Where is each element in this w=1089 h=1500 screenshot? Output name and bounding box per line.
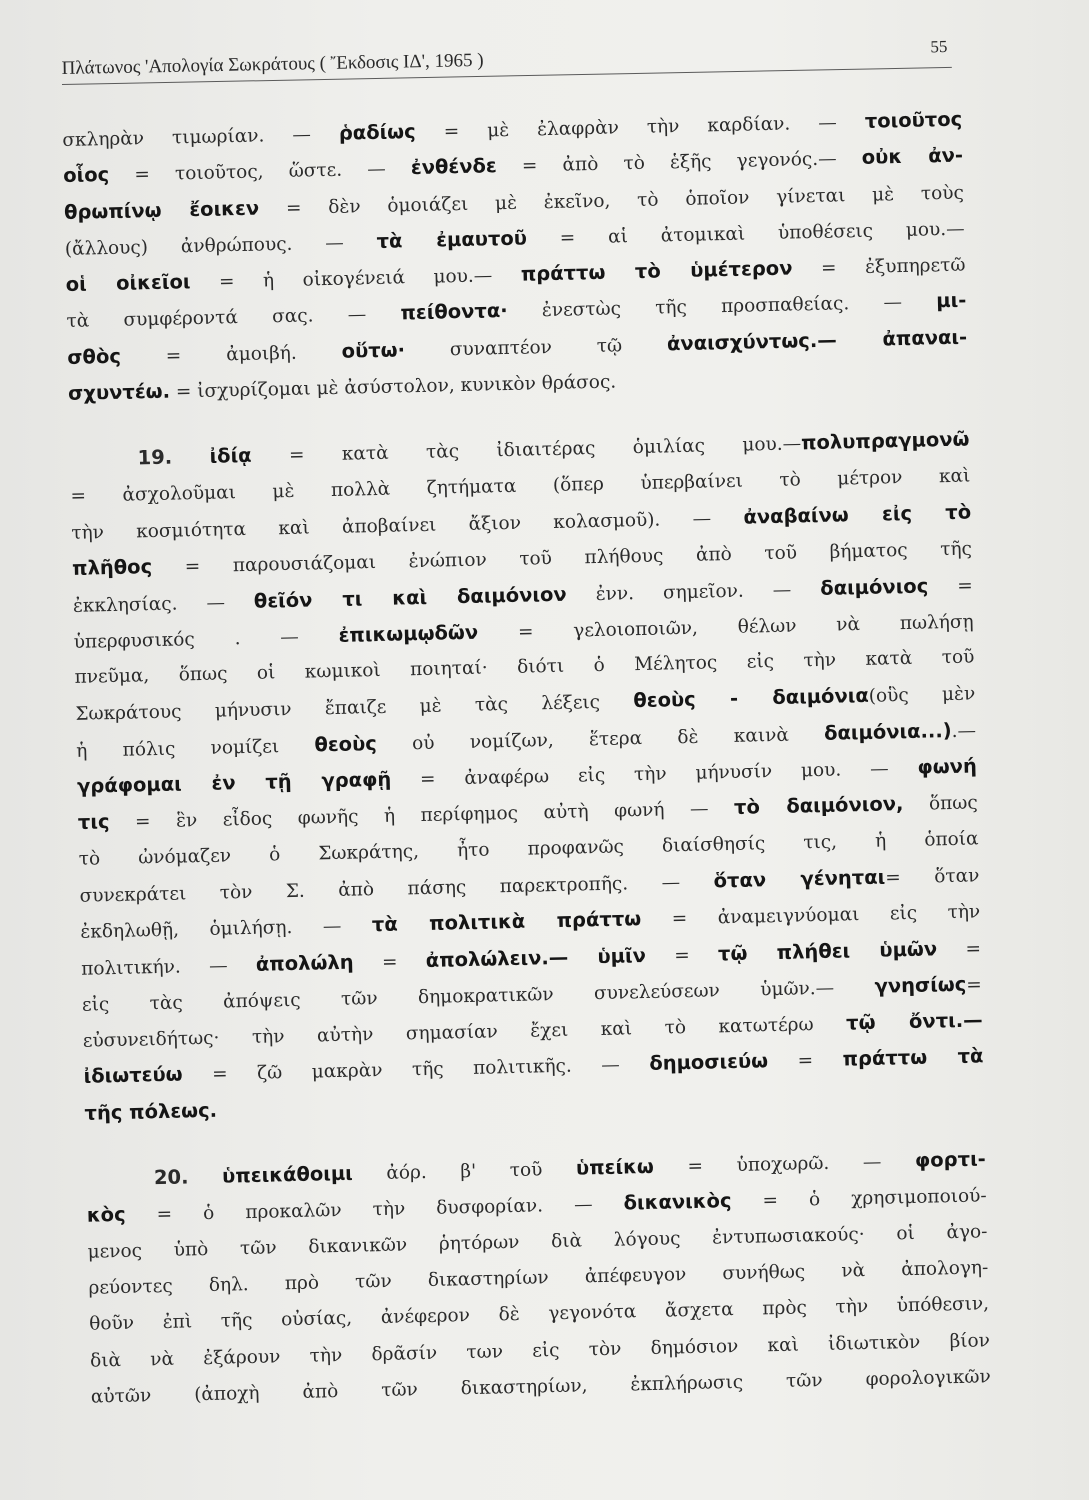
gloss-text: ἐκδηλωθῇ, ὁμιλήσῃ. —	[80, 915, 373, 944]
lemma: ἀναισχύντως.— ἀπαναι-	[666, 325, 968, 356]
lemma: θεοὺς - δαιμόνια	[633, 684, 869, 713]
gloss-text: τὸ ὠνόμαζεν ὁ Σωκράτης, ἦτο προφανῶς διαίσθησίς τις, ἡ ὁποία	[78, 828, 979, 870]
lemma: φωνή	[917, 754, 978, 779]
gloss-text: εὐσυνειδήτως· τὴν αὐτὴν σημασίαν ἔχει καὶ τὸ κατωτέρω	[82, 1013, 847, 1052]
commentary-text	[62, 101, 1006, 1416]
gloss-text: = αἱ ἀτομικαὶ ὑποθέσεις μου.—	[526, 218, 965, 250]
lemma: πολυπραγμονῶ	[800, 427, 970, 455]
gloss-text: οὐ νομίζων, ἕτερα δὲ καινὰ	[376, 723, 825, 755]
gloss-text: ἐνεστὼς τῆς προσπαθείας. —	[507, 291, 937, 323]
lemma: ἰδιωτεύω	[83, 1062, 183, 1089]
lemma: θρωπίνῳ ἔοικεν	[63, 196, 260, 224]
lemma: τὸ δαιμόνιον,	[733, 792, 904, 820]
gloss-text: = ὁ χρησιμοποιού-	[731, 1185, 987, 1213]
gloss-text: =	[966, 974, 983, 996]
gloss-text: =	[645, 943, 719, 967]
lemma: κὸς	[86, 1203, 126, 1228]
gloss-text: = γελοιοποιῶν, θέλων νὰ πωλήσῃ	[477, 611, 974, 644]
lemma: ὑπείκω	[575, 1154, 655, 1180]
gloss-text: σκληρὰν τιμωρίαν. —	[62, 123, 340, 151]
lemma: γνησίως	[874, 972, 967, 998]
gloss-text: μενος ὑπὸ τῶν δικανικῶν ῥητόρων διὰ λόγους ἐντυπωσιακούς· οἱ ἀγο-	[87, 1220, 988, 1263]
lemma: οἱ οἰκεῖοι	[65, 270, 191, 297]
gloss-text: =	[936, 937, 982, 960]
lemma: ἀπολώλειν.— ὑμῖν	[425, 943, 647, 972]
gloss-text: = ἀναφέρω εἰς τὴν μήνυσίν μου. —	[390, 757, 918, 791]
gloss-text: = δὲν ὁμοιάζει μὲ ἐκεῖνο, τὸ ὁποῖον γίνεται μὲ τοὺς	[258, 182, 965, 220]
gloss-text: = ἰσχυρίζομαι μὲ ἀσύστολον, κυνικὸν θράσος.	[169, 371, 617, 403]
lemma: μι-	[935, 289, 967, 313]
lemma: ἀναβαίνω εἰς τὸ	[743, 500, 972, 529]
gloss-text: τὰ συμφέροντά σας. —	[66, 303, 401, 333]
gloss-text: συναπτέον τῷ	[404, 334, 668, 362]
lemma: ἰδίᾳ	[209, 444, 252, 469]
lemma: θεῖόν τι καὶ δαιμόνιον	[253, 582, 567, 613]
section-number: 19.	[137, 445, 173, 470]
gloss-text: θοῦν ἐπὶ τῆς οὐσίας, ἀνέφερον δὲ γεγονότα ἄσχετα πρὸς τὴν ὑπόθεσιν,	[89, 1293, 990, 1335]
gloss-text: τὴν κοσμιότητα καὶ ἀποβαίνει ἄξιον κολασμοῦ). —	[71, 507, 744, 544]
gloss-text: = ἐξυπηρετῶ	[792, 254, 966, 280]
gloss-text: διὰ νὰ ἐξάρουν τὴν δρᾶσίν των εἰς τὸν δημόσιον καὶ ἰδιωτικὸν βίον	[89, 1329, 991, 1372]
gloss-text: (ἄλλους) ἀνθρώπους. —	[64, 231, 377, 260]
gloss-text: .—	[951, 720, 977, 742]
section-number: 20.	[153, 1165, 189, 1190]
lemma: ῥαδίως	[338, 119, 416, 145]
gloss-text: Σωκράτους μήνυσιν ἔπαιζε μὲ τὰς λέξεις	[75, 691, 634, 726]
lemma: τῷ ὄντι.—	[845, 1008, 983, 1035]
page-number: 55	[930, 36, 948, 57]
lemma: πείθοντα·	[400, 299, 508, 325]
gloss-text: ρεύοντες δηλ. πρὸ τῶν δικαστηρίων ἀπέφευγον συνήθως νὰ ἀπολογη-	[88, 1257, 989, 1299]
gloss-text	[188, 1167, 222, 1189]
gloss-text	[172, 447, 210, 469]
gloss-text: ἀόρ. β' τοῦ	[352, 1158, 577, 1185]
gloss-text: ἡ πόλις νομίζει	[76, 735, 315, 762]
lemma: τις	[77, 810, 110, 835]
gloss-text: =	[767, 1049, 843, 1073]
gloss-text: πολιτικήν. —	[80, 954, 257, 980]
gloss-text: αὐτῶν (ἀποχὴ ἀπὸ τῶν δικαστηρίων, ἐκπλήρωσις τῶν φορολογικῶν	[90, 1366, 991, 1408]
lemma: ἀπολώλη	[255, 950, 354, 976]
gloss-text: = ὅταν	[884, 865, 980, 889]
lemma: σχυντέω.	[67, 379, 171, 406]
gloss-text: = παρουσιάζομαι ἐνώπιον τοῦ πλήθους ἀπὸ τοῦ βήματος τῆς	[151, 538, 973, 579]
lemma: φορτι-	[914, 1147, 987, 1172]
gloss-text: ἐνν. σημεῖον. —	[566, 578, 821, 606]
gloss-text: ἐκκλησίας. —	[72, 591, 255, 617]
gloss-text: = ὑποχωρῶ. —	[653, 1150, 916, 1178]
gloss-text: = ἀσχολοῦμαι μὲ πολλὰ ζητήματα (ὅπερ ὑπερβαίνει τὸ μέτρον καὶ	[70, 465, 971, 507]
gloss-text: = ἀπὸ τὸ ἑξῆς γεγονός.—	[496, 148, 863, 178]
lemma: οἷος	[62, 163, 110, 188]
lemma: πλῆθος	[71, 555, 153, 581]
lemma: τὰ πολιτικὰ πράττω	[371, 907, 642, 937]
gloss-text: εἰς τὰς ἀπόψεις τῶν δημοκρατικῶν συνελεύσεων ὑμῶν.—	[81, 976, 875, 1016]
gloss-text: = ὁ προκαλῶν τὴν δυσφορίαν. —	[125, 1193, 624, 1227]
lemma: οὐκ ἀν-	[861, 143, 964, 170]
gloss-text: = κατὰ τὰς ἰδιαιτέρας ὁμιλίας μου.—	[251, 433, 802, 468]
gloss-text: = μὲ ἐλαφρὰν τὴν καρδίαν. —	[415, 111, 866, 143]
lemma: πράττω τὸ ὑμέτερον	[520, 256, 793, 286]
lemma: ὑπεικάθοιμι	[221, 1161, 354, 1188]
lemma: γράφομαι ἐν τῇ γραφῇ	[76, 767, 392, 798]
gloss-text: = ἓν εἶδος φωνῆς ἡ περίφημος αὐτὴ φωνή —	[109, 798, 735, 834]
lemma: τῆς πόλεως.	[84, 1098, 218, 1125]
gloss-text: = ἀναμειγνύομαι εἰς τὴν	[641, 901, 981, 931]
lemma: θεοὺς	[314, 731, 378, 757]
lemma: ἐπικωμῳδῶν	[338, 620, 479, 647]
header-title: Πλάτωνος 'Απολογία Σωκράτους ( Ἔκδοσις ΙΔ', 1965 )	[61, 49, 484, 80]
gloss-text: =	[928, 575, 973, 598]
running-header	[61, 36, 951, 85]
gloss-text: πνεῦμα, ὅπως οἱ κωμικοὶ ποιηταί· διότι ὁ Μέλητος εἰς τὴν κατὰ τοῦ	[74, 646, 975, 689]
gloss-text: = ζῶ μακρὰν τῆς πολιτικῆς. —	[182, 1054, 650, 1086]
gloss-text: =	[353, 950, 427, 974]
lemma: δημοσιεύω	[649, 1049, 769, 1076]
lemma: τὰ ἐμαυτοῦ	[376, 226, 528, 253]
lemma: τοιοῦτος	[864, 107, 963, 133]
gloss-text: (οὓς μὲν	[868, 683, 976, 708]
lemma: πράττω τὰ	[842, 1044, 984, 1071]
gloss-text: = ἀμοιβή.	[120, 341, 342, 368]
gloss-text: ὑπερφυσικός . —	[73, 625, 339, 653]
gloss-text: συνεκράτει τὸν Σ. ἀπὸ πάσης παρεκτροπῆς. —	[79, 871, 714, 907]
lemma: δαιμόνια...)	[823, 718, 952, 745]
lemma: σθὸς	[67, 344, 122, 369]
lemma: οὕτω·	[341, 338, 406, 363]
lemma: δικανικὸς	[623, 1189, 732, 1215]
gloss-text: = ἡ οἰκογένειά μου.—	[190, 264, 522, 294]
lemma: δαιμόνιος	[820, 574, 929, 600]
gloss-text: = τοιοῦτος, ὥστε. —	[108, 158, 412, 187]
lemma: ἐνθένδε	[410, 154, 498, 180]
gloss-text: ὅπως	[903, 792, 978, 816]
lemma: ὅταν γένηται	[713, 865, 886, 893]
lemma: τῷ πλήθει ὑμῶν	[717, 936, 938, 965]
